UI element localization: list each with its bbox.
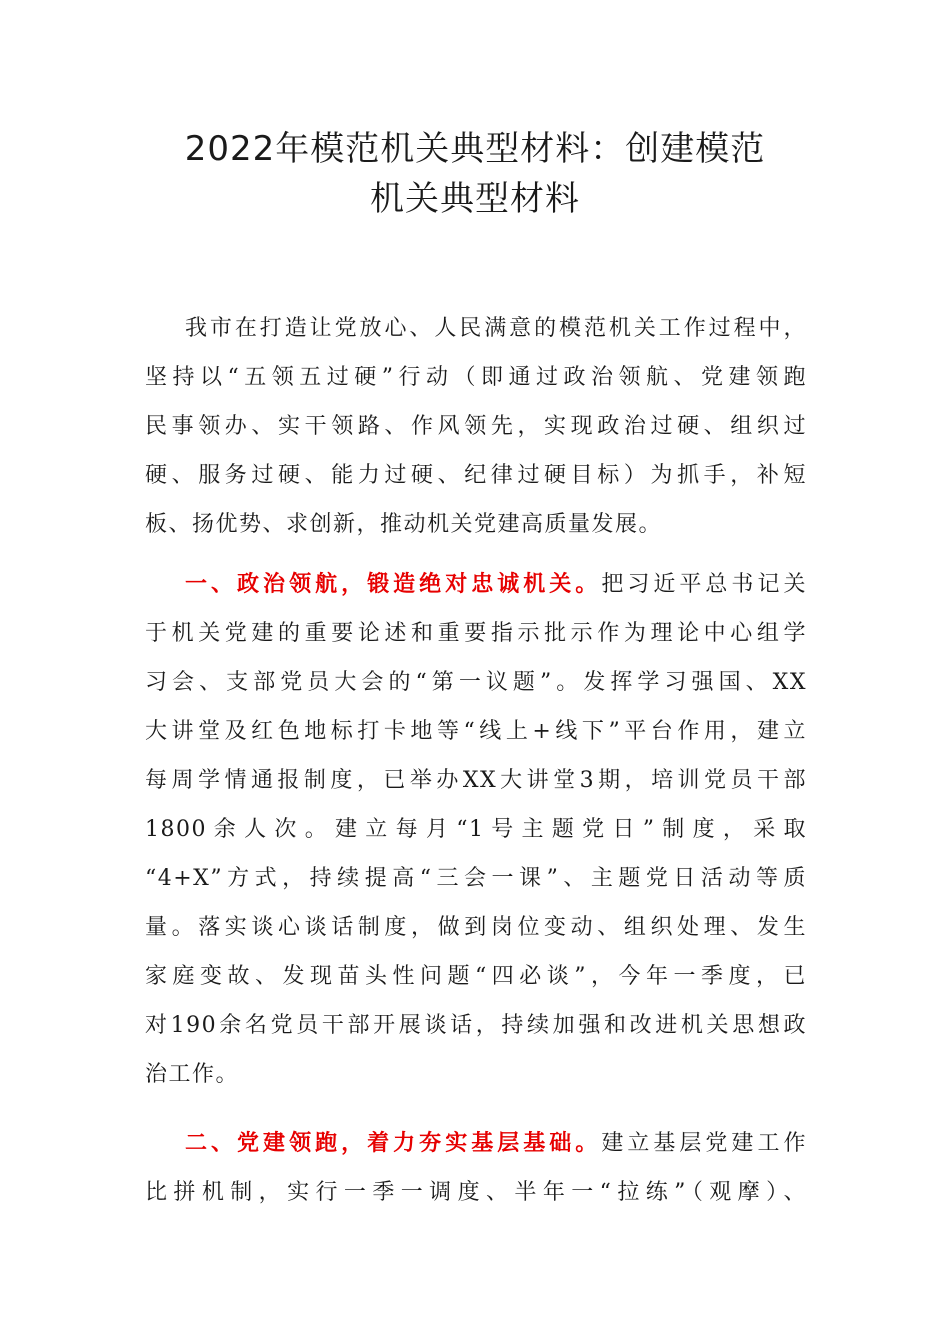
- paragraph-text: 把习近平总书记关: [601, 572, 807, 597]
- paragraph-text: 建立基层党建工作: [601, 1131, 807, 1156]
- paragraph-line: 量。落实谈心谈话制度，做到岗位变动、组织处理、发生: [145, 915, 807, 940]
- paragraph-line: 每周学情通报制度，已举办XX大讲堂3期，培训党员干部: [145, 768, 807, 793]
- paragraph-line: 硬、服务过硬、能力过硬、纪律过硬目标）为抓手，补短: [145, 463, 807, 488]
- paragraph-intro: [145, 304, 807, 549]
- paragraph-line: 坚持以“五领五过硬”行动（即通过政治领航、党建领跑: [145, 365, 807, 390]
- paragraph-line: 家庭变故、发现苗头性问题“四必谈”，今年一季度，已: [145, 964, 807, 989]
- paragraph-line: 我市在打造让党放心、人民满意的模范机关工作过程中，: [185, 316, 807, 341]
- paragraph-line: 大讲堂及红色地标打卡地等“线上+线下”平台作用，建立: [145, 719, 807, 744]
- paragraph-section-2: [145, 1119, 807, 1217]
- paragraph-line: 习会、支部党员大会的“第一议题”。发挥学习强国、XX: [145, 670, 807, 695]
- paragraph-line: 于机关党建的重要论述和重要指示批示作为理论中心组学: [145, 621, 807, 646]
- paragraph-line: 1800余人次。建立每月“1号主题党日”制度，采取: [145, 817, 807, 842]
- document-title: [140, 124, 810, 224]
- paragraph-line: 治工作。: [145, 1062, 240, 1087]
- paragraph-line: 对190余名党员干部开展谈话，持续加强和改进机关思想政: [145, 1013, 807, 1038]
- paragraph-line: “4+X”方式，持续提高“三会一课”、主题党日活动等质: [145, 866, 807, 891]
- section-heading-1: 一、政治领航，锻造绝对忠诚机关。: [185, 572, 602, 597]
- paragraph-line: 民事领办、实干领路、作风领先，实现政治过硬、组织过: [145, 414, 807, 439]
- paragraph-first-line: [145, 1119, 807, 1168]
- paragraph-section-1: [145, 560, 807, 1099]
- paragraph-first-line: [145, 560, 807, 609]
- title-line-2: 机关典型材料: [370, 179, 580, 219]
- paragraph-line: 比拼机制，实行一季一调度、半年一“拉练”（观摩）、: [145, 1180, 807, 1205]
- paragraph-line: 板、扬优势、求创新，推动机关党建高质量发展。: [145, 512, 663, 537]
- section-heading-2: 二、党建领跑，着力夯实基层基础。: [185, 1131, 602, 1156]
- title-line-1: 2022年模范机关典型材料：创建模范: [184, 129, 766, 169]
